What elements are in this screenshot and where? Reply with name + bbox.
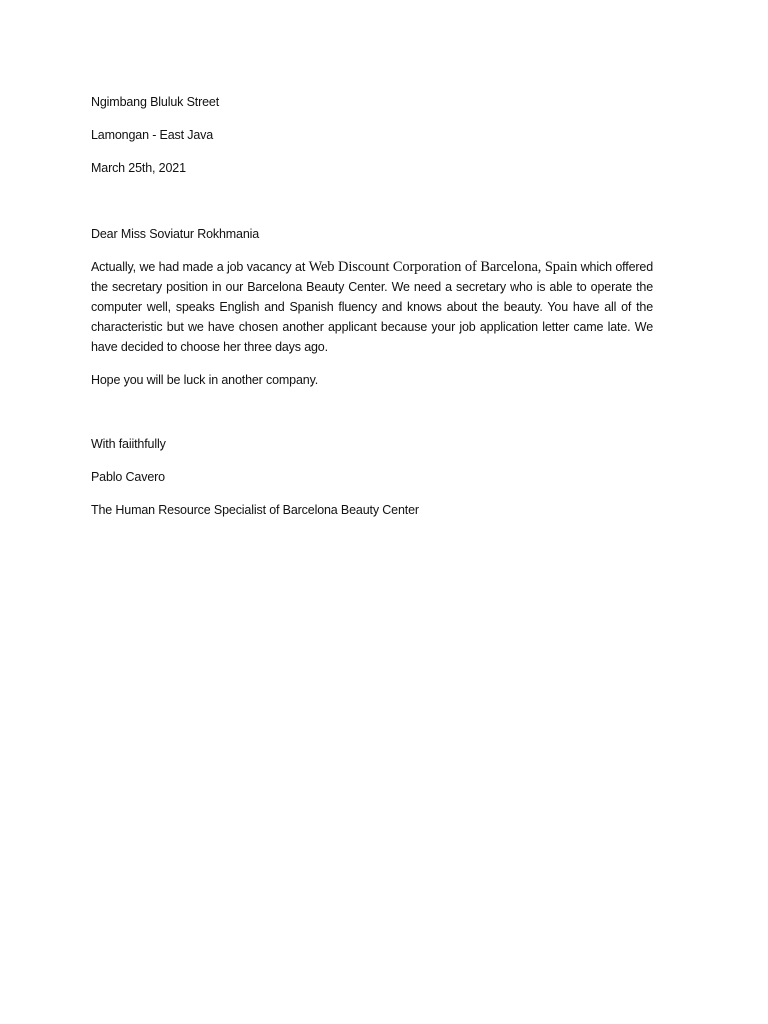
letter-date: March 25th, 2021 xyxy=(91,161,186,175)
letter-greeting: Dear Miss Soviatur Rokhmania xyxy=(91,227,260,241)
sender-address-city: Lamongan - East Java xyxy=(91,128,214,142)
letter xyxy=(91,93,653,519)
letter-body-paragraph xyxy=(91,257,653,357)
letter-signoff: With faiithfully xyxy=(91,437,166,451)
body-text-intro: Actually, we had made a job vacancy at xyxy=(91,260,309,274)
body-text-main: which offered the secretary position in our Barcelona Beauty Center. We need a secretary who is able to operate the computer well, speaks English and Spanish fluency and knows about the beauty. You have all of the characteristic but we have chosen another applicant because your job application letter came late. We have decided to choose her three days ago. xyxy=(91,260,654,354)
signer-title: The Human Resource Specialist of Barcelona Beauty Center xyxy=(91,503,419,517)
sender-address-street: Ngimbang Bluluk Street xyxy=(91,95,220,109)
signer-name: Pablo Cavero xyxy=(91,470,165,484)
company-name: Web Discount Corporation of Barcelona, Spain xyxy=(308,259,578,275)
closing-wish: Hope you will be luck in another company. xyxy=(91,373,319,387)
